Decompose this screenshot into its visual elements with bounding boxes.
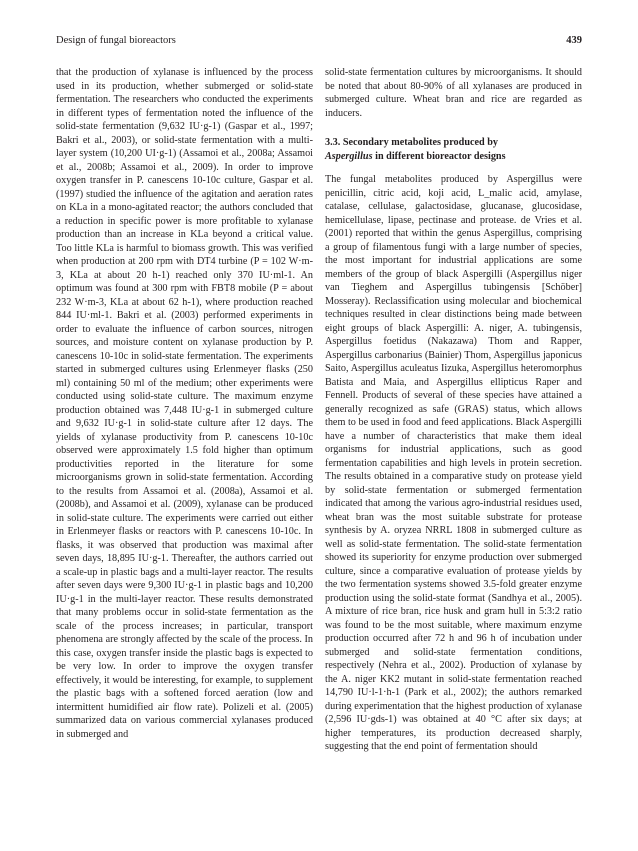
- body-paragraph: that the production of xylanase is influenced by the process used in its production, whether submerged or solid-state fermentation. The researchers who conducted the experiments in different types of fermentation noted the influence of the solid-state fermentation (9,632 IU·g-1) (Gaspar et al., 1997; Bakri et al., 2003), or solid-state fermentation with a multi-layer system (10,200 UI·g-1) (Assamoi et al., 2008a; Assamoi et al., 2008b; Assamoi et al., 2009). In order to improve oxygen transfer in P. canescens 10-10c culture, Gaspar et al. (1997) studied the influence of the agitation and aeration rates on KLa in a mono-agitated reactor; the authors concluded that a reduction in specific power is more profitable to xylanase production than an increase in KLa beyond a critical value. Too little KLa is harmful to biomass growth. This was verified when production at 200 rpm with DT4 turbine (P = 102 W·m-3, KLa at about 20 h-1) reached only 370 IU·ml-1. An optimum was found at 300 rpm with FBT8 mobile (P = about 232 W·m-3, KLa at about 62 h-1), where production reached 844 IU·ml-1. Bakri et al. (2003) performed experiments in order to evaluate the influence of carbon sources, nitrogen sources, and moisture content on xylanase production by P. canescens 10-10c in solid-state fermentation. The experiments started in submerged cultures using Erlenmeyer flasks (250 ml) containing 50 ml of the medium; other experiments were conducted using solid-state culture. The maximum enzyme production obtained was 7,448 IU·g-1 in submerged culture and 9,632 IU·g-1 in solid-state culture after 12 days. The yields of xylanase productivity from P. canescens 10-10c observed were approximately 1.5 fold higher than optimum productivities reported in the literature for some microorganisms grown in solid-state fermentation. According to the results from Assamoi et al. (2008a), Assamoi et al. (2008b), and Assamoi et al. (2009), xylanase can be produced in solid-state culture. The experiments were carried out either in Erlenmeyer flasks or reactors with P. canescens 10-10c. In flasks, it was observed that production was maximal after seven days, 18,895 IU·g-1. Thereafter, the authors carried out a scale-up in plastic bags and a multi-layer reactor. The results after seven days were 9,300 IU·g-1 in plastic bags and 10,200 IU·g-1 in the multi-layer reactor. These results demonstrated that many problems occur in solid-state fermentation as the scale of the process increases; in particular, transport phenomena are strongly affected by the scale of the process. In this case, oxygen transfer inside the plastic bags is expected to be very low. In order to improve the oxygen transfer effectively, it would be interesting, for example, to supplement the plastic bags with a softened forced aeration (low and intermittent humidified air flow rate). Polizeli et al. (2005) summarized data on various commercial xylanases produced in submerged and: [56, 67, 313, 740]
- body-paragraph: The fungal metabolites produced by Aspergillus were penicillin, citric acid, koji acid, L_malic acid, amylase, catalase, cellulase, galactosidase, glucanase, glucosidase, hemicellulase, lipase, pectinase and protease. de Vries et al. (2001) reported that within the genus Aspergillus, comprising a group of filamentous fungi with a large number of species, the most important for industrial applications are some members of the group of black Aspergilli (Aspergillus niger van Tieghem and Aspergillus tubingensis [Schöber] Mosseray). Reclassification using molecular and biochemical techniques resulted in clear distinctions being made between eight groups of black Aspergilli: A. niger, A. tubingensis, Aspergillus foetidus (Nakazawa) Thom and Rapper, Aspergillus carbonarius (Bainier) Thom, Aspergillus japonicus Saito, Aspergillus aculeatus Iizuka, Aspergillus heteromorphus Batista and Maia, and Aspergillus ellipticus Raper and Fennell. Products of several of these species have attained a generally recognized as safe (GRAS) status, which allows them to be used in food and feed applications. Black Aspergilli have a number of characteristics that make them ideal organisms for industrial applications, such as good fermentation capabilities and high levels in protein secretion. The results obtained in a comparative study on protease yield by solid-state fermentation or submerged fermentation indicated that among the various agro-industrial residues used, wheat bran was the most suitable substrate for protease synthesis by A. oryzea NRRL 1808 in submerged culture as well as solid-state fermentation. The solid-state fermentation showed its superiority for enzyme production over submerged culture, since a comparative evaluation of protease yields by the two fermentation systems showed 3.5-fold greater enzyme production using the solid-state format (Sandhya et al., 2005). A mixture of rice bran, rice husk and gram hull in 5:3:2 ratio was found to be the most suitable, where maximum enzyme production occurred after 72 h and 96 h of incubation under submerged and solid-state fermentation conditions, respectively (Nehra et al., 2002). Production of xylanase by the A. niger KK2 mutant in solid-state fermentation reached 14,790 IU·l-1·h-1 (Park et al., 2002); the authors remarked during experimentation that the highest production of xylanase (2,596 IU·gds-1) was obtained at 40 °C after six days; at higher temperatures, its production decreased sharply, suggesting that the end point of fermentation should: [325, 174, 582, 752]
- left-column: [56, 66, 313, 741]
- page-header: [56, 34, 582, 48]
- section-title-part1: Secondary metabolites produced by: [342, 137, 499, 148]
- section-title-part2: in different bioreactor designs: [375, 150, 506, 162]
- body-paragraph: solid-state fermentation cultures by microorganisms. It should be noted that about 80-90% of all xylanases are produced in submerged culture. Wheat bran and rice are regarded as inducers.: [325, 67, 582, 119]
- right-column: [325, 66, 582, 754]
- section-heading: [325, 136, 582, 163]
- page-number: 439: [566, 35, 582, 46]
- running-title: Design of fungal bioreactors: [56, 35, 176, 46]
- section-number: 3.3.: [325, 137, 341, 148]
- section-title-genus: Aspergillus: [325, 150, 373, 162]
